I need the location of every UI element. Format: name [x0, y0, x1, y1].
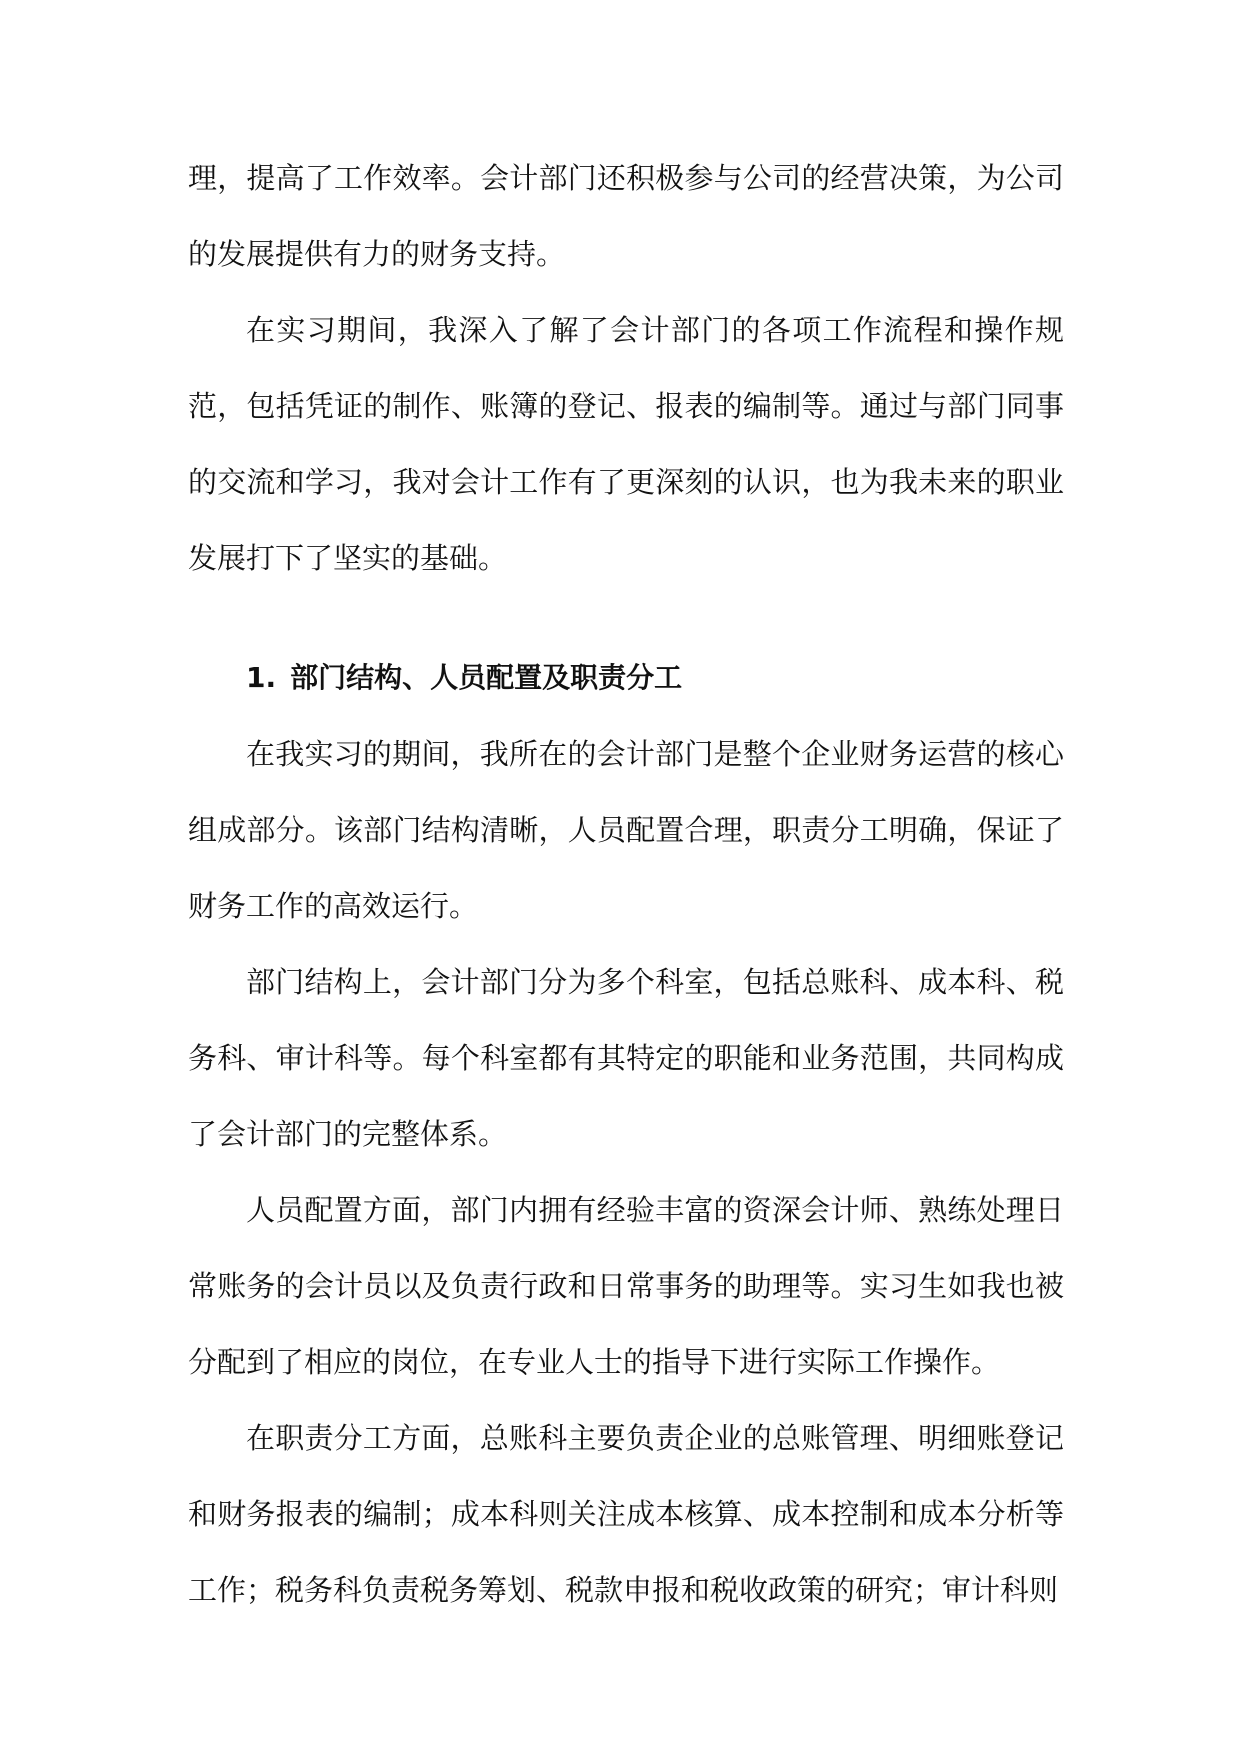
- section-heading: [188, 640, 1064, 716]
- paragraph-responsibilities: 在职责分工方面，总账科主要负责企业的总账管理、明细账登记和财务报表的编制；成本科则关注成本核算、成本控制和成本分析等工作；税务科负责税务筹划、税款申报和税收政策的研究；审计科则: [188, 1421, 1064, 1607]
- section-title: 部门结构、人员配置及职责分工: [290, 661, 683, 694]
- paragraph-staffing: 人员配置方面，部门内拥有经验丰富的资深会计师、熟练处理日常账务的会计员以及负责行政和日常事务的助理等。实习生如我也被分配到了相应的岗位，在专业人士的指导下进行实际工作操作。: [188, 1193, 1064, 1379]
- section-number: 1.: [246, 661, 277, 694]
- paragraph-department-structure: 部门结构上，会计部门分为多个科室，包括总账科、成本科、税务科、审计科等。每个科室都有其特定的职能和业务范围，共同构成了会计部门的完整体系。: [188, 965, 1064, 1151]
- paragraph-internship-overview: 在实习期间，我深入了解了会计部门的各项工作流程和操作规范，包括凭证的制作、账簿的登记、报表的编制等。通过与部门同事的交流和学习，我对会计工作有了更深刻的认识，也为我未来的职业发展打下了坚实的基础。: [188, 313, 1064, 575]
- paragraph-continuation: 理，提高了工作效率。会计部门还积极参与公司的经营决策，为公司的发展提供有力的财务支持。: [188, 161, 1064, 271]
- paragraph-department-intro: 在我实习的期间，我所在的会计部门是整个企业财务运营的核心组成部分。该部门结构清晰，人员配置合理，职责分工明确，保证了财务工作的高效运行。: [188, 737, 1064, 923]
- document-body: [188, 140, 1064, 1628]
